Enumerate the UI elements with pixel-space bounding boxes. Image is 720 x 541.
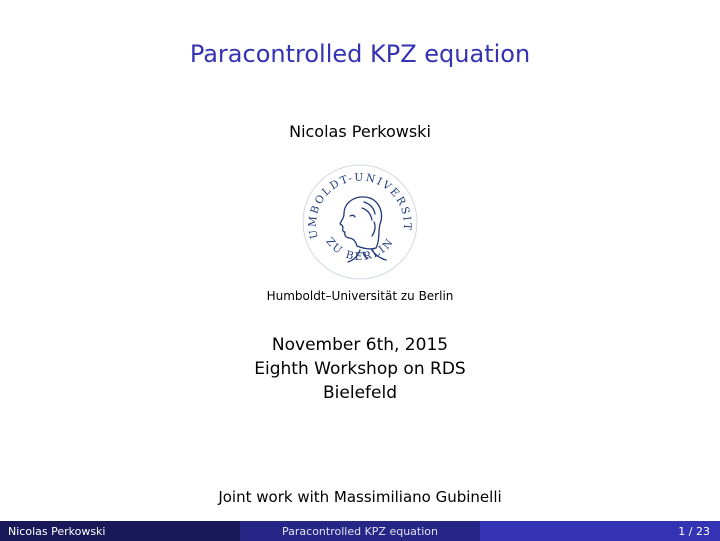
footer-page-number: 1 / 23: [480, 521, 720, 541]
footer-author: Nicolas Perkowski: [0, 521, 240, 541]
footer-title: Paracontrolled KPZ equation: [240, 521, 480, 541]
seal-ring-top-text: UMBOLDT-UNIVERSIT: [306, 171, 414, 240]
footer-bar: [0, 521, 720, 541]
slide-title: Paracontrolled KPZ equation: [189, 40, 531, 68]
joint-work-note: Joint work with Massimiliano Gubinelli: [218, 488, 502, 506]
seal-ring-bottom-text: ZU BERLIN: [323, 235, 397, 264]
university-seal-icon: [300, 162, 420, 282]
author-name: Nicolas Perkowski: [289, 122, 431, 141]
presentation-date: November 6th, 2015: [271, 335, 449, 355]
event-location: Bielefeld: [323, 383, 397, 403]
svg-text:HUMBOLDT-UNIVERSITÄT: [300, 162, 413, 240]
date-block: [0, 333, 720, 405]
svg-text:ZU BERLIN: [323, 235, 396, 263]
event-name: Eighth Workshop on RDS: [254, 359, 466, 379]
institution: Humboldt–Universität zu Berlin: [266, 289, 454, 303]
